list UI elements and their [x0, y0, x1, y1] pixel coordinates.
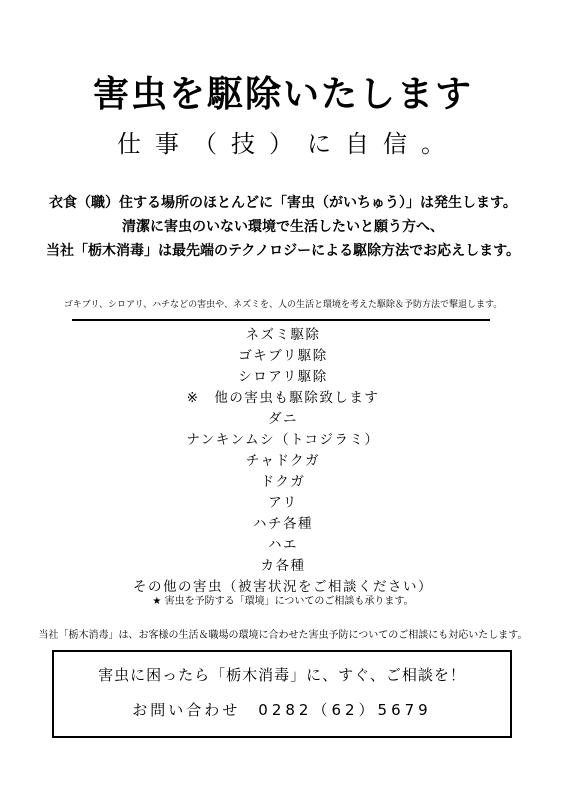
- intro-text: [0, 191, 566, 263]
- list-item: カ各種: [260, 558, 306, 574]
- company-note: 当社「栃木消毒」は、お客様の生活＆職場の環境に合わせた害虫予防についてのご相談にも対応いたします。: [38, 630, 528, 641]
- list-item: ドクガ: [260, 474, 306, 490]
- list-item: シロアリ駆除: [238, 369, 328, 385]
- contact-message: 害虫に困ったら「栃木消毒」に、すぐ、ご相談を！: [98, 666, 466, 684]
- list-item: その他の害虫（被害状況をご相談ください）: [133, 579, 433, 595]
- contact-phone-line: [54, 699, 510, 720]
- phone-number: 0282（62）5679: [258, 701, 432, 719]
- list-item: ※ 他の害虫も駆除致します: [186, 390, 380, 406]
- list-item: ハエ: [268, 537, 298, 553]
- divider: [72, 319, 490, 321]
- list-item: ダニ: [268, 411, 298, 427]
- intro-line: 衣食（職）住する場所のほとんどに「害虫（がいちゅう）」は発生します。: [49, 195, 517, 211]
- service-note: ゴキブリ、シロアリ、ハチなどの害虫や、ネズミを、人の生活と環境を考えた駆除＆予防方法で撃退します。: [63, 300, 503, 310]
- environment-consult-note: ★ 害虫を予防する「環境」についてのご相談も承ります。: [152, 596, 414, 607]
- page-subtitle: 仕事（技）に自信。: [117, 130, 459, 158]
- list-item: ゴキブリ駆除: [238, 348, 328, 364]
- list-item: ハチ各種: [253, 516, 313, 532]
- page-title: 害虫を駆除いたします: [92, 74, 473, 115]
- pest-list: [0, 325, 566, 598]
- list-item: チャドクガ: [245, 453, 321, 469]
- contact-box: [52, 650, 512, 738]
- intro-line: 清潔に害虫のいない環境で生活したいと願う方へ、: [122, 219, 444, 235]
- list-item: アリ: [268, 495, 298, 511]
- intro-line: 当社「栃木消毒」は最先端のテクノロジーによる駆除方法でお応えします。: [45, 243, 521, 259]
- contact-label: お問い合わせ: [132, 701, 241, 719]
- list-item: ネズミ駆除: [245, 327, 321, 343]
- list-item: ナンキンムシ（トコジラミ）: [186, 432, 380, 448]
